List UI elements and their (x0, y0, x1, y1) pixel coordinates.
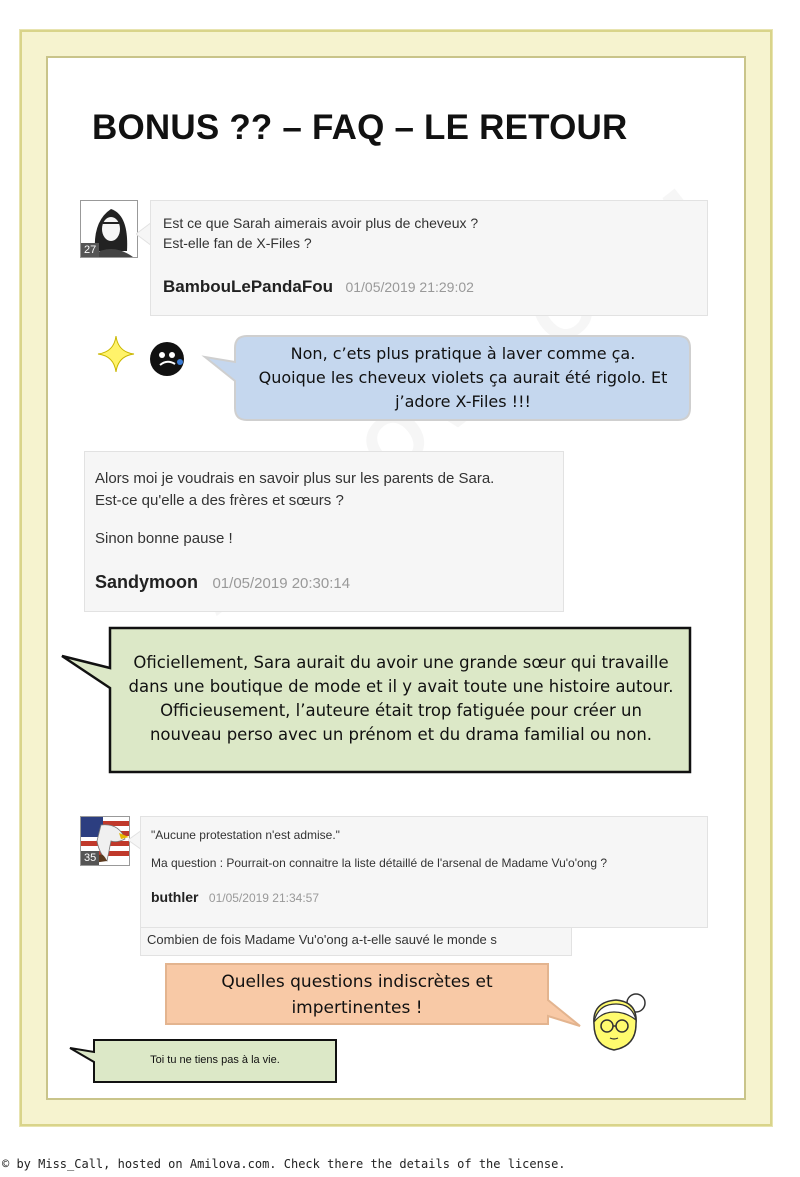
reply-line: dans une boutique de mode et il y avait toute une histoire autour. (128, 677, 674, 696)
comment-text: Est ce que Sarah aimerais avoir plus de cheveux ? (163, 215, 479, 231)
reply-text-4: Toi tu ne tiens pas à la vie. (150, 1054, 280, 1066)
comment-text: Combien de fois Madame Vu'o'ong a-t-elle sauvé le monde s (147, 932, 497, 947)
reply-line: Non, c’ets plus pratique à laver comme ça. (290, 344, 636, 363)
avatar-bamboulepandafou (80, 200, 138, 258)
comment-text: Sinon bonne pause ! (95, 530, 233, 547)
comment-date: 01/05/2019 21:29:02 (345, 279, 474, 295)
reply-text-1 (238, 342, 688, 414)
comment-text: Est-ce qu'elle a des frères et sœurs ? (95, 492, 344, 509)
comment-text: Ma question : Pourrait-on connaitre la liste détaillé de l'arsenal de Madame Vu'o'ong ? (151, 856, 608, 870)
comment-card-buthler (140, 816, 708, 928)
comment-author[interactable]: Sandymoon (95, 572, 199, 592)
level-badge: 27 (81, 243, 99, 257)
comment-author[interactable]: buthler (151, 889, 199, 905)
comment-author[interactable]: BambouLePandaFou (163, 277, 334, 296)
license-footer: © by Miss_Call, hosted on Amilova.com. Check there the details of the license. (2, 1157, 566, 1171)
reply-line: Quelles questions indiscrètes et (221, 972, 493, 992)
sparkle-icon (96, 334, 136, 374)
comment-text: Est-elle fan de X-Files ? (163, 235, 312, 251)
comment-quote: "Aucune protestation n'est admise." (151, 828, 340, 842)
comment-text: Alors moi je voudrais en savoir plus sur les parents de Sara. (95, 470, 495, 487)
avatar-buthler (80, 816, 130, 866)
reply-line: impertinentes ! (291, 998, 423, 1018)
level-badge: 35 (81, 851, 99, 865)
comment-date: 01/05/2019 21:34:57 (208, 891, 320, 905)
page-title: BONUS ?? – FAQ – LE RETOUR (92, 108, 628, 147)
comment-card-bamboulepandafou (150, 200, 708, 316)
reply-line: Officieusement, l’auteure était trop fatiguée pour créer un (160, 701, 642, 720)
black-ball-character-icon (148, 339, 188, 381)
reply-text-2 (112, 651, 690, 747)
comment-continuation (140, 928, 572, 956)
reply-line: nouveau perso avec un prénom et du drama familial ou non. (149, 725, 653, 744)
reply-line: j’adore X-Files !!! (395, 392, 531, 411)
reply-line: Oficiellement, Sara aurait du avoir une grande sœur qui travaille (133, 653, 669, 672)
author-avatar-glasses-icon (584, 990, 654, 1060)
reply-text-3 (170, 969, 544, 1021)
comment-date: 01/05/2019 20:30:14 (212, 575, 351, 592)
comment-card-sandymoon (84, 451, 564, 612)
reply-line: Quoique les cheveux violets ça aurait été rigolo. Et (258, 368, 668, 387)
